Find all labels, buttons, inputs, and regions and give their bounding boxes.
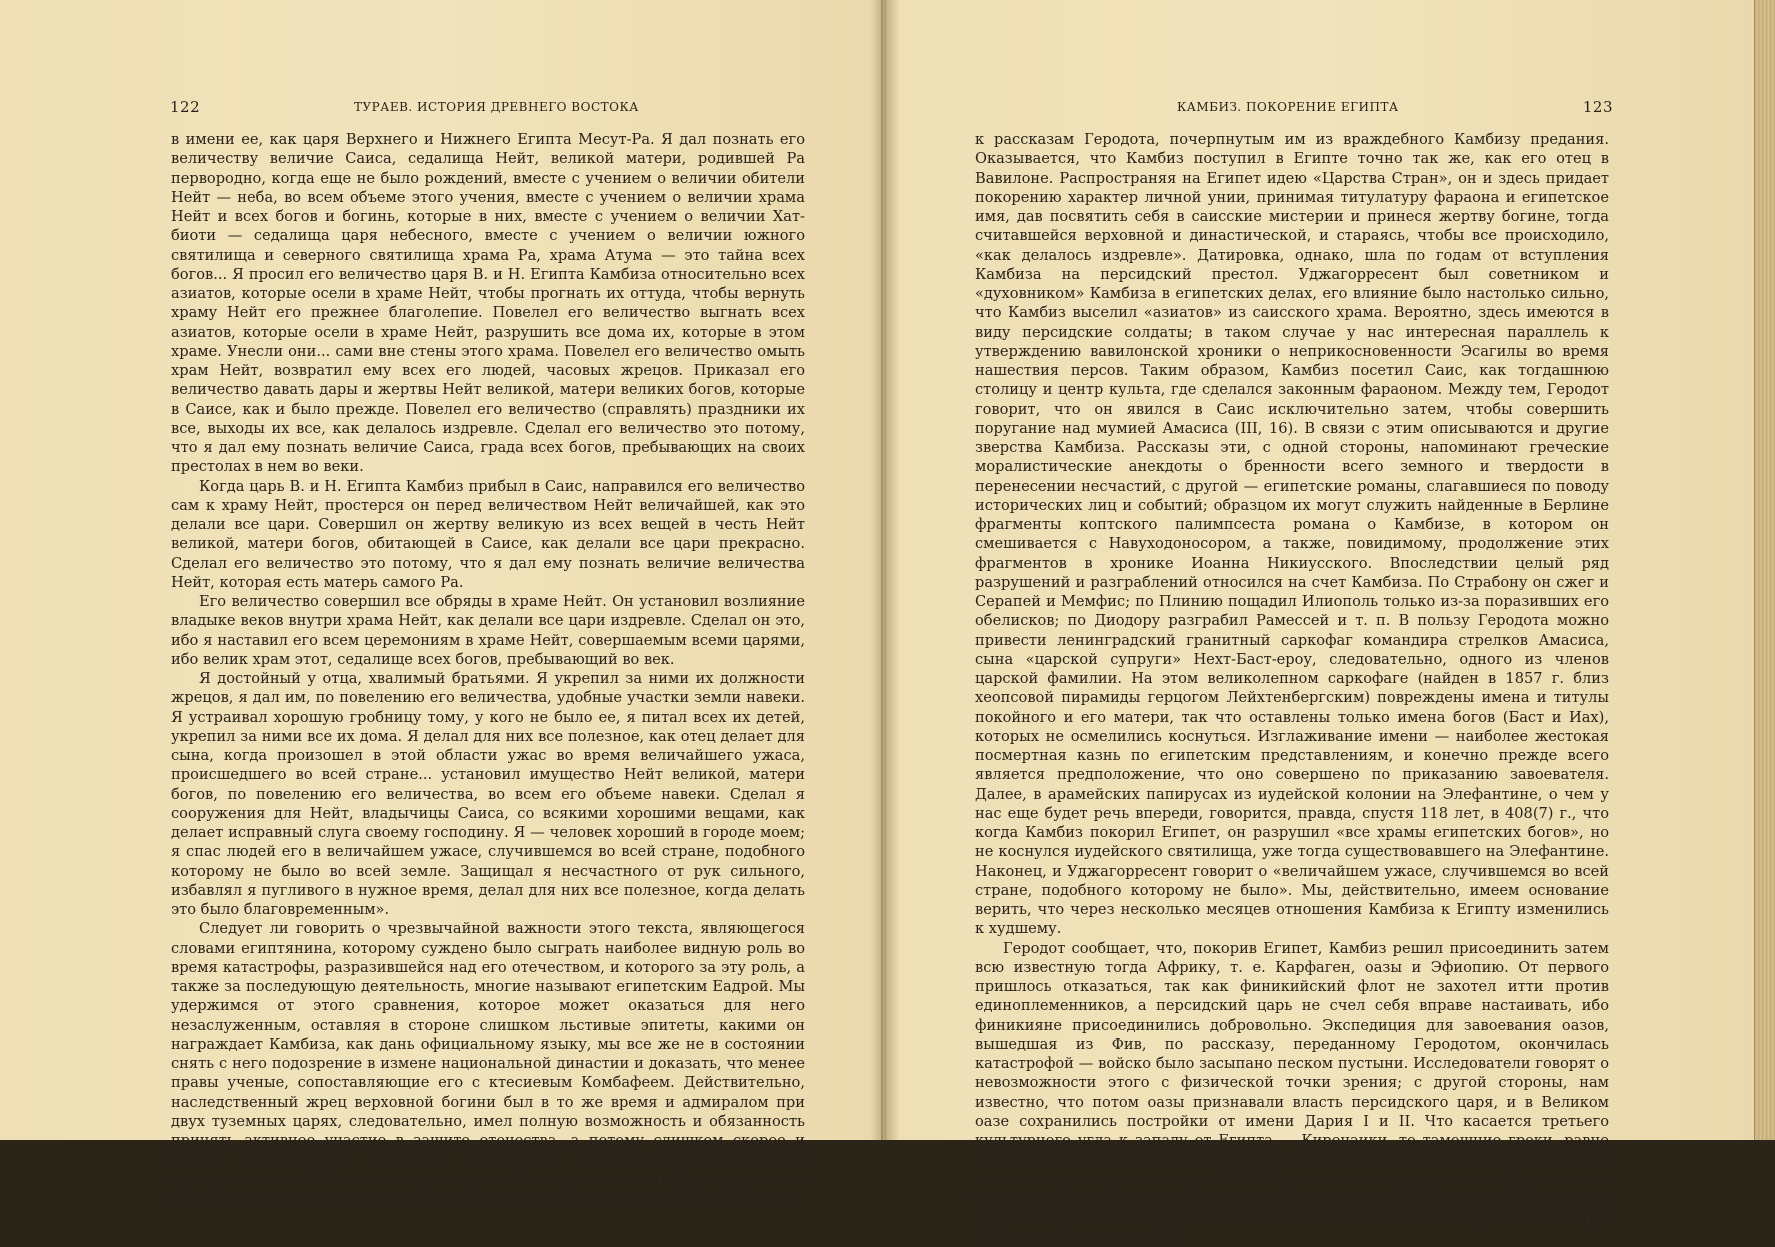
left-page-number: 122	[170, 98, 201, 116]
paragraph: Я достойный у отца, хвалимый братьями. Я укрепил за ними их должности жрецов, я дал им, по повелению его величества, удобные участки земли навеки. Я устраивал хорошую гробницу тому, у кого не было ее, я питал всех их детей, укрепил за ними все их дома. Я делал для них все полезное, как отец делает для сына, когда произошел в этой области ужас во время величайшего ужаса, происшедшего во всей стране... установил имущество Нейт великой, матери богов, по повелению его величества, во всем его объеме навеки. Сделал я сооружения для Нейт, владычицы Саиса, со всякими хорошими вещами, как делает исправный слуга своему господину. Я — человек хороший в городе моем; я спас людей его в величайшем ужасе, случившемся во всей стране, подобного которому не было во всей земле. Защищал я несчастного от рук сильного, избавлял я пугливого в нужное время, делал для них все полезное, когда делать это было благовременным».	[171, 670, 805, 918]
paragraph: Его величество совершил все обряды в храме Нейт. Он установил возлияние владыке веков внутри храма Нейт, как делали все цари издревле. Сделал он это, ибо я наставил его всем церемониям в храме Нейт, совершаемым всеми царями, ибо велик храм этот, седалище всех богов, пребывающий во век.	[171, 593, 805, 668]
paragraph: Следует ли говорить о чрезвычайной важности этого текста, являющегося словами египтянина, которому суждено было сыграть наиболее видную роль во время катастрофы, разразившейся над его отечеством, и которого за эту роль, а также за последующую деятельность, многие называют египетским Еадрой. Мы удержимся от этого сравнения, которое может оказаться для него незаслуженным, оставляя в стороне слишком льстивые эпитеты, какими он награждает Камбиза, как дань официальному языку, мы все же не в состоянии снять с него подозрение в измене национальной династии и доказать, что менее правы ученые, сопоставляющие его с ктесиевым Комбафеем. Действительно, наследственный жрец верховной богини был в то же время и адмиралом при двух туземных царях, следовательно, имел полную возможность и обязанность принять активное участие в защите отечества, а потому слишком скорое и полное приобретение милостей завоевателя не может не показаться подозрительным. Но если и так, то дальнейшая деятельность Уджагорресента была к пользе его родины, и его надпись заставляет нас критически отнестись	[171, 920, 805, 1207]
right-running-head: КАМБИЗ. ПОКОРЕНИЕ ЕГИПТА	[1177, 100, 1399, 114]
paragraph: в имени ее, как царя Верхнего и Нижнего Египта Месут-Ра. Я дал познать его величеству величие Саиса, седалища Нейт, великой матери, родившей Ра первородно, когда еще не было рождений, вместе с учением о величии обители Нейт — неба, во всем объеме этого учения, вместе с учением о величии храма Нейт и всех богов и богинь, которые в них, вместе с учением о величии Хат-биоти — седалища царя небесного, вместе с учением о величии южного святилища и северного святилища храма Ра, храма Атума — это тайна всех богов... Я просил его величество царя В. и Н. Египта Камбиза относительно всех азиатов, которые осели в храме Нейт, чтобы прогнать их оттуда, чтобы вернуть храму Нейт его прежнее благолепие. Повелел его величество выгнать всех азиатов, которые осели в храме Нейт, разрушить все дома их, которые в этом храме. Унесли они... сами вне стены этого храма. Повелел его величество омыть храм Нейт, возвратил ему всех его людей, часовых жрецов. Приказал его величество давать дары и жертвы Нейт великой, матери великих богов, которые в Саисе, как и было прежде. Повелел его величество (справлять) праздники их все, выходы их все, как делалось издревле. Сделал его величество это потому, что я дал ему познать величие Саиса, града всех богов, пребывающих на своих престолах в нем во веки.	[171, 131, 805, 476]
page-block-edge	[1754, 0, 1775, 1140]
right-page	[887, 0, 1755, 1246]
paragraph: к рассказам Геродота, почерпнутым им из враждебного Камбизу предания. Оказывается, что Камбиз поступил в Египте точно так же, как его отец в Вавилоне. Распространяя на Египет идею «Царства Стран», он и здесь придает покорению характер личной унии, принимая титулатуру фараона и египетское имя, дав посвятить себя в саисские мистерии и принеся жертву богине, тогда считавшейся верховной и династической, и стараясь, чтобы все происходило, «как делалось издревле». Датировка, однако, шла по годам от вступления Камбиза на персидский престол. Уджагорресент был советником и «духовником» Камбиза в египетских делах, его влияние было настолько сильно, что Камбиз выселил «азиатов» из саисского храма. Вероятно, здесь имеются в виду персидские солдаты; в таком случае у нас интересная параллель к утверждению вавилонской хроники о неприкосновенности Эсагилы во время нашествия персов. Таким образом, Камбиз посетил Саис, как тогдашнюю столицу и центр культа, где сделался законным фараоном. Между тем, Геродот говорит, что он явился в Саис исключительно затем, чтобы совершить поругание над мумией Амасиса (III, 16). В связи с этим описываются и другие зверства Камбиза. Рассказы эти, с одной стороны, напоминают греческие моралистические анекдоты о бренности всего земного и твердости в перенесении несчастий, с другой — египетские романы, слагавшиеся по поводу исторических лиц и событий; образцом их могут служить найденные в Берлине фрагменты коптского палимпсеста романа о Камбизе, в котором он смешивается с Навуходоносором, а также, повидимому, продолжение этих фрагментов в хронике Иоанна Никиусского. Впоследствии целый ряд разрушений и разграблений относился на счет Камбиза. По Страбону он сжег и Серапей и Мемфис; по Плинию пощадил Илиополь только из-за поразивших его обелисков; по Диодору разграбил Рамессей и т. п. В пользу Геродота можно привести ленинградский гранитный саркофаг командира стрелков Амасиса, сына «царской супруги» Нехт-Баст-ероу, следовательно, одного из членов царской фамилии. На этом великолепном саркофаге (найден в 1857 г. близ хеопсовой пирамиды герцогом Лейхтенбергским) повреждены имена и титулы покойного и его матери, так что оставлены только имена богов (Баст и Иах), которых не осмелились коснуться. Изглаживание имени — наиболее жестокая посмертная казнь по египетским представлениям, и конечно прежде всего является предположение, что оно совершено по приказанию завоевателя. Далее, в арамейских папирусах из иудейской колонии на Элефантине, о чем у нас еще будет речь впереди, говорится, правда, спустя 118 лет, в 408(7) г., что когда Камбиз покорил Египет, он разрушил «все храмы египетских богов», но не коснулся иудейского святилища, уже тогда существовавшего на Элефантине. Наконец, и Уджагорресент говорит о «величайшем ужасе, случившемся во всей стране, подобного которому не было». Мы, действительно, имеем основание верить, что через несколько месяцев отношения Камбиза к Египту изменились к худшему.	[975, 131, 1609, 938]
right-page-number: 123	[1582, 98, 1613, 116]
paragraph: Геродот сообщает, что, покорив Египет, Камбиз решил присоединить затем всю известную тогда Африку, т. е. Карфаген, оазы и Эфиопию. От первого пришлось отказаться, так как финикийский флот не захотел итти против единоплеменников, а персидский царь не счел себя вправе настаивать, ибо финикияне присоединились добровольно. Экспедиция для завоевания оазов, вышедшая из Фив, по рассказу, переданному Геродотом, окончилась катастрофой — войско было засыпано песком пустыни. Исследователи говорят о невозможности этого с физической точки зрения; с другой стороны, нам известно, что потом оазы признавали власть персидского царя, и в Великом оазе сохранились постройки от имени Дария I и II. Что касается третьего культурного угла к западу от Египта — Киренаики, то тамошние греки, равно как ливийцы-туземцы, под впечатлением побед Камбиза, добровольно подчинились ему и прислали дань. Камбиз, в свою очередь, оказал африканским грекам внимание, отослав на родину вдову Амасиса, киренеянку Ладику. Таким образом, персидское царство включило в свой состав еще одну значительную область греческого мира.	[975, 939, 1609, 1246]
left-running-head: ТУРАЕВ. ИСТОРИЯ ДРЕВНЕГО ВОСТОКА	[354, 100, 639, 114]
left-page-body	[171, 130, 805, 1208]
right-page-body	[975, 130, 1609, 1247]
book-gutter	[870, 0, 900, 1140]
left-page	[0, 0, 883, 1207]
paragraph: Когда царь В. и Н. Египта Камбиз прибыл в Саис, направился его величество сам к храму Нейт, простерся он перед величеством Нейт величайшей, как это делали все цари. Совершил он жертву великую из всех вещей в честь Нейт великой, матери богов, обитающей в Саисе, как делали все цари прекрасно. Сделал его величество это потому, что я дал ему познать величие величества Нейт, которая есть матерь самого Ра.	[171, 477, 805, 591]
